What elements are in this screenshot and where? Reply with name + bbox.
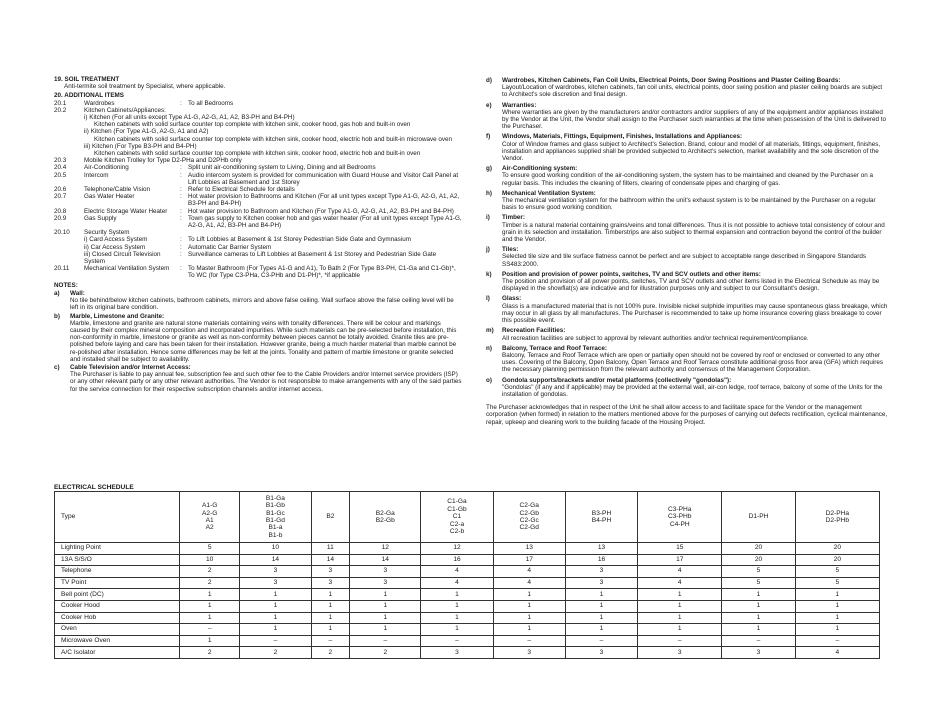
note-item [54, 313, 462, 363]
table-cell: – [240, 635, 311, 647]
note-letter: c) [54, 363, 60, 371]
item-value: To all Bedrooms [188, 99, 234, 107]
item-number [54, 244, 84, 251]
note-title: Timber: [502, 214, 525, 222]
note-body: The position and provision of all power points, switches, TV and SCV outlets and other items listed in the Electrical Schedule as may be displayed in the showflat(s) are indicative and for illustration purposes only and subject to our Consultant's design. [502, 278, 880, 293]
note-title: Glass: [502, 295, 522, 303]
note-title: Air-Conditioning system: [502, 165, 578, 173]
kitchen-item-body: Kitchen cabinets with solid surface counter top complete with kitchen sink, cooker hood, gas hob and built-in oven [94, 121, 411, 129]
item-row [54, 164, 462, 171]
note-body: Selected tile size and tile surface flatness cannot be perfect and are subject to acceptable range described in Singapore Standards SS483:2000. [502, 253, 867, 268]
table-cell: 1 [565, 600, 637, 612]
note-title: Marble, Limestone and Granite: [70, 312, 165, 320]
type-header: Type [55, 492, 180, 543]
item-colon: : [180, 214, 182, 222]
item-row [54, 215, 462, 229]
table-cell: 3 [638, 647, 722, 659]
item-label: Wardrobes [84, 99, 115, 107]
item-colon: : [180, 193, 182, 201]
note-item [486, 271, 888, 293]
note-item [486, 377, 888, 399]
table-cell: 13 [565, 543, 637, 555]
notes-title: NOTES: [54, 281, 78, 289]
table-cell: 1 [722, 600, 795, 612]
table-cell: 14 [240, 554, 311, 566]
table-cell: 17 [493, 554, 565, 566]
table-cell: 1 [795, 600, 879, 612]
table-cell: 5 [795, 577, 879, 589]
row-label: Bell point (DC) [55, 589, 180, 601]
table-cell: – [350, 635, 421, 647]
item-row [54, 186, 462, 193]
note-title: Windows, Materials, Fittings, Equipment, Finishes, Installations and Appliances: [502, 133, 743, 141]
item-colon: : [180, 250, 182, 258]
table-cell: 1 [565, 612, 637, 624]
note-title: Gondola supports/brackets and/or metal platforms (collectively "gondolas"): [502, 376, 732, 384]
note-heading [486, 77, 888, 84]
note-body: Layout/Location of wardrobes, kitchen cabinets, fan coil units, electrical points, door swing position and plaster ceiling boards are subject to Architect's sole discretion and final design. [502, 84, 883, 99]
note-item [486, 214, 888, 243]
note-body: To ensure good working condition of the air-conditioning system, the system has to be maintained and cleaned by the Purchaser on a regular basis. This includes the cleaning of filters, clearing of condensate pipes and charging of gas. [502, 172, 874, 187]
table-cell: 1 [795, 624, 879, 636]
note-item [486, 327, 888, 341]
table-row [55, 566, 880, 578]
table-body [55, 543, 880, 659]
type-column-header: D2-PHa D2-PHb [795, 492, 879, 543]
note-item [486, 345, 888, 374]
item-label: iii) Closed Circuit Television System [84, 250, 161, 266]
table-cell: – [493, 635, 565, 647]
note-body: Timber is a natural material containing grains/veins and tonal differences. Thus it is not possible to achieve total consistency of colour and grain in its selection and installation. Timberstrips are also subject to thermal expansion and contraction beyond the control of the builder and the Vendor. [502, 221, 885, 244]
table-cell: 1 [180, 612, 240, 624]
table-row [55, 635, 880, 647]
kitchen-item-head: i) Kitchen (For all units except Type A1-G, A2-G, A1, A2, B3-PH and B4-PH) [84, 114, 295, 122]
item-row [54, 107, 462, 114]
item-number: 20.1 [54, 99, 67, 107]
table-cell: 4 [795, 647, 879, 659]
note-letter: f) [486, 133, 491, 141]
table-cell: 3 [350, 566, 421, 578]
table-cell: 16 [421, 554, 493, 566]
row-label: Oven [55, 624, 180, 636]
item-label: Telephone/Cable Vision [84, 186, 151, 194]
row-label: TV Point [55, 577, 180, 589]
table-cell: 3 [722, 647, 795, 659]
note-heading [486, 327, 888, 334]
note-body: Marble, limestone and granite are natural stone materials containing veins with tonality differences. There will be colour and markings caused by their complex mineral composition and incorporated impurities. While such materials can be pre-selected before installation, this non-conformity in marble, limestone or granite as well as non-conformity between pieces cannot be totally avoided. Granite tiles are pre-polished before laying and care has been taken for their installation. However granite, being a much harder material than marble cannot be re-polished after installation. Hence some differences may be felt at the joints. Tonality and pattern of marble limestone or granite selected and installed shall be subject to availability. [70, 319, 457, 363]
note-heading [486, 295, 888, 302]
table-cell: 1 [240, 589, 311, 601]
note-heading [486, 246, 888, 253]
table-cell: 1 [180, 635, 240, 647]
item-label: i) Card Access System [84, 236, 148, 244]
table-cell: 2 [180, 577, 240, 589]
table-row [55, 600, 880, 612]
item-row [54, 172, 462, 186]
closing-paragraph: The Purchaser acknowledges that in respect of the Unit he shall allow access to and facilitate space for the Vendor or the management corporation (when formed) in relation to the matters mentioned above for the purposes of carrying out defects rectification, cyclical maintenance, repair, upkeep and cleaning work to the building facade of the Housing Project. [486, 404, 888, 426]
table-cell: – [638, 635, 722, 647]
note-letter: m) [486, 327, 494, 335]
table-row [55, 612, 880, 624]
kitchen-item [54, 114, 462, 128]
table-cell: 20 [795, 554, 879, 566]
table-cell: 1 [311, 600, 350, 612]
table-cell: 1 [638, 589, 722, 601]
table-cell: 14 [311, 554, 350, 566]
type-column-header: C3-PHa C3-PHb C4-PH [638, 492, 722, 543]
item-row [54, 265, 462, 279]
row-label: Microwave Oven [55, 635, 180, 647]
notes-right [486, 77, 888, 398]
table-cell: 1 [311, 624, 350, 636]
note-heading [486, 165, 888, 172]
row-label: Lighting Point [55, 543, 180, 555]
table-cell: 1 [565, 624, 637, 636]
table-cell: 4 [493, 566, 565, 578]
table-row [55, 589, 880, 601]
item-label: Intercom [84, 171, 109, 179]
table-cell: 1 [795, 612, 879, 624]
item-colon: : [180, 164, 182, 172]
item-colon: : [180, 186, 182, 194]
item-label: Air-Conditioning [84, 164, 129, 172]
item-number: 20.2 [54, 106, 67, 114]
note-item [486, 165, 888, 187]
note-letter: j) [486, 246, 490, 254]
item-row [54, 251, 462, 265]
item-colon: : [180, 236, 182, 244]
table-cell: 1 [722, 624, 795, 636]
table-cell: 1 [722, 589, 795, 601]
type-column-header: B2-Ga B2-Gb [350, 492, 421, 543]
item-colon: : [180, 243, 182, 251]
note-letter: o) [486, 376, 492, 384]
note-title: Wardrobes, Kitchen Cabinets, Fan Coil Units, Electrical Points, Door Swing Positions and Plaster Ceiling Boards: [502, 77, 841, 84]
note-heading [486, 214, 888, 221]
table-cell: 1 [795, 589, 879, 601]
table-cell: 3 [350, 577, 421, 589]
table-cell: 1 [311, 589, 350, 601]
note-heading [486, 102, 888, 109]
table-cell: 1 [421, 600, 493, 612]
note-letter: h) [486, 189, 492, 197]
note-item [486, 246, 888, 268]
electrical-schedule-title: ELECTRICAL SCHEDULE [54, 484, 134, 491]
note-title: Balcony, Terrace and Roof Terrace: [502, 344, 607, 352]
table-cell: 1 [180, 589, 240, 601]
item-colon: : [180, 207, 182, 215]
table-cell: 1 [240, 624, 311, 636]
type-column-header: B3-PH B4-PH [565, 492, 637, 543]
table-cell: 1 [350, 600, 421, 612]
item-value: Audio intercom system is provided for communication with Guard House and Visitor Call Panel at Lift Lobbies at Basement and 1st Storey [188, 171, 459, 186]
row-label: A/C Isolator [55, 647, 180, 659]
table-cell: 1 [493, 612, 565, 624]
table-cell: 1 [493, 600, 565, 612]
table-cell: 5 [722, 577, 795, 589]
note-item [486, 190, 888, 212]
item-number: 20.3 [54, 157, 67, 165]
kitchen-list [54, 114, 462, 157]
item-number: 20.11 [54, 265, 70, 273]
note-body: The mechanical ventilation system for the bathroom within the unit's exhaust system is to be maintained by the Purchaser on a regular basis to ensure good working condition. [502, 197, 876, 212]
item-number: 20.10 [54, 229, 70, 237]
item-label: Security System [84, 229, 130, 237]
table-cell: – [565, 635, 637, 647]
note-title: Tiles: [502, 246, 519, 254]
note-heading [486, 133, 888, 140]
item-colon: : [180, 265, 182, 273]
soil-treatment-title: 19. SOIL TREATMENT [54, 76, 120, 83]
note-heading [486, 345, 888, 352]
item-number: 20.9 [54, 214, 67, 222]
table-cell: – [795, 635, 879, 647]
note-title: Recreation Facilities: [502, 327, 566, 335]
notes-left [54, 290, 462, 393]
table-cell: 3 [421, 647, 493, 659]
right-column [486, 76, 888, 426]
table-cell: 1 [311, 612, 350, 624]
note-body: Color of Window frames and glass subject to Architect's Selection. Brand, colour and model of all materials, fittings, equipment, finishes, installation and appliances supplied shall be provided subjected to Architect's selection, market availability and the sole discretion of the Vendor. [502, 140, 881, 163]
table-cell: 3 [240, 577, 311, 589]
note-letter: n) [486, 344, 492, 352]
note-letter: d) [486, 77, 492, 84]
item-row [54, 157, 462, 164]
item-number: 20.4 [54, 164, 67, 172]
item-value: Refer to Electrical Schedule for details [188, 186, 295, 194]
note-body: "Gondolas" (if any and if applicable) may be provided at the external wall, air-con ledge, roof terrace, balcony of some of the Units for the installation of gondolas. [502, 383, 883, 398]
kitchen-item-body: Kitchen cabinets with solid surface counter top complete with kitchen sink, cooker hood, electric hob and built-in microwave oven [94, 135, 453, 143]
row-label: 13A S/S/O [55, 554, 180, 566]
kitchen-item [54, 128, 462, 142]
soil-treatment-body: Anti-termite soil treatment by Specialist, where applicable. [64, 83, 226, 91]
table-cell: 3 [311, 566, 350, 578]
item-colon: : [180, 171, 182, 179]
note-letter: g) [486, 165, 492, 173]
table-cell: 3 [493, 647, 565, 659]
table-cell: 4 [638, 566, 722, 578]
type-column-header: C2-Ga C2-Gb C2-Gc C2-Gd [493, 492, 565, 543]
table-cell: 16 [565, 554, 637, 566]
note-item [486, 102, 888, 131]
left-column [54, 76, 462, 393]
table-row [55, 647, 880, 659]
item-number [54, 251, 84, 265]
table-cell: 1 [565, 589, 637, 601]
item-number [54, 236, 84, 243]
table-header-row [55, 492, 880, 543]
table-cell: 11 [311, 543, 350, 555]
row-label: Cooker Hob [55, 612, 180, 624]
note-body: The Purchaser is liable to pay annual fee, subscription fee and such other fee to the Cable Providers and/or Internet service providers (ISP) or any other relevant party or any other relevant authorities. The Vendor is not responsible to make arrangements with any of the said parties for the service connection for their respective subscription channels and/or internet access. [70, 371, 462, 393]
table-cell: 14 [350, 554, 421, 566]
item-value: Split unit air-conditioning system to Living, Dining and all Bedrooms [188, 164, 376, 172]
item-row [54, 236, 462, 243]
table-cell: 20 [795, 543, 879, 555]
note-item [54, 290, 462, 312]
type-column-header: B2 [311, 492, 350, 543]
item-number: 20.7 [54, 193, 67, 201]
kitchen-item [54, 143, 462, 157]
table-cell: 1 [638, 612, 722, 624]
item-row [54, 100, 462, 107]
note-title: Wall: [70, 289, 85, 297]
table-cell: 4 [638, 577, 722, 589]
item-value: Automatic Car Barrier System [188, 243, 272, 251]
table-cell: 17 [638, 554, 722, 566]
table-cell: 20 [722, 554, 795, 566]
note-body: Balcony, Terrace and Roof Terrace which are open or partially open should not be covered by roof or enclosed or converted to any other uses. Covering of the Balcony, Open Balcony, Open Terrace and Roof Terrace constitute additional gross floor area (GFA) which requires the necessary planning permission from the relevant authority and consensus of the Management Corporation. [502, 351, 884, 374]
note-heading [54, 364, 462, 371]
table-cell: 4 [421, 566, 493, 578]
item-number: 20.8 [54, 207, 67, 215]
note-body: All recreation facilities are subject to approval by relevant authorities and/or technical requirement/compliance. [502, 334, 809, 342]
table-cell: 10 [240, 543, 311, 555]
item-value: To Master Bathroom (For Types A1-G and A1), To Bath 2 (For Type B3-PH, C1-Ga and C1-Gb)*, To WC (for Type C3-PHa, C3-PHb and D1-PH)*, *if applicable [188, 265, 456, 280]
table-cell: 2 [180, 566, 240, 578]
electrical-schedule-table [54, 491, 880, 659]
table-cell: 3 [240, 566, 311, 578]
note-item [486, 77, 888, 99]
table-cell: 1 [421, 624, 493, 636]
table-row [55, 543, 880, 555]
table-cell: 2 [350, 647, 421, 659]
table-cell: 13 [493, 543, 565, 555]
table-row [55, 577, 880, 589]
item-value: To Lift Lobbies at Basement & 1st Storey Pedestrian Side Gate and Gymnasium [188, 236, 411, 244]
note-heading [54, 313, 462, 320]
item-label: Gas Water Heater [84, 193, 135, 201]
table-cell: 4 [493, 577, 565, 589]
item-row [54, 208, 462, 215]
table-cell: 1 [493, 624, 565, 636]
item-label: Kitchen Cabinets/Appliances: [84, 106, 166, 114]
note-letter: l) [486, 295, 490, 303]
table-cell: 2 [180, 647, 240, 659]
item-value: Hot water provision to Bathrooms and Kitchen (For all unit types except Type A1-G, A2-G, A1, A2, B3-PH and B4-PH) [188, 193, 460, 208]
note-body: Where warranties are given by the manufacturers and/or contractors and/or suppliers of any of the equipment and/or appliances installed by the Vendor at the Unit, the Vendor shall assign to the Purchaser such warranties at the time when possession of the Unit is delivered to the Purchaser. [502, 108, 886, 131]
table-cell: 1 [350, 624, 421, 636]
item-value: Surveillance cameras to Lift Lobbies at Basement & 1st Storey and Pedestrian Side Gate [188, 250, 437, 258]
note-title: Position and provision of power points, switches, TV and SCV outlets and other items: [502, 270, 761, 278]
note-title: Warranties: [502, 101, 537, 109]
table-cell: 3 [565, 647, 637, 659]
item-number: 20.6 [54, 186, 67, 194]
item-label: Mechanical Ventilation System [84, 265, 170, 273]
note-letter: i) [486, 214, 490, 222]
kitchen-item-body: Kitchen cabinets with solid surface counter top complete with kitchen sink, cooker hood, electric hob and built-in oven [94, 150, 421, 158]
row-label: Cooker Hood [55, 600, 180, 612]
item-label: Electric Storage Water Heater [84, 207, 168, 215]
table-cell: 1 [421, 612, 493, 624]
table-cell: – [311, 635, 350, 647]
item-row [54, 244, 462, 251]
note-title: Mechanical Ventilation System: [502, 189, 596, 197]
table-cell: – [722, 635, 795, 647]
item-label: Mobile Kitchen Trolley for Type D2-PHa and D2PHb only [84, 157, 242, 165]
row-label: Telephone [55, 566, 180, 578]
type-column-header: B1-Ga B1-Gb B1-Gc B1-Gd B1-a B1-b [240, 492, 311, 543]
note-body: No tile behind/below kitchen cabinets, bathroom cabinets, mirrors and above false ceiling. Wall surface above the false ceiling level will be left in its original bare condition. [70, 297, 454, 312]
additional-items-list [54, 157, 462, 279]
table-cell: 12 [421, 543, 493, 555]
item-row [54, 193, 462, 207]
table-cell: 10 [180, 554, 240, 566]
table-cell: 5 [795, 566, 879, 578]
item-label: ii) Car Access System [84, 243, 146, 251]
note-letter: k) [486, 270, 492, 278]
table-cell: 3 [565, 566, 637, 578]
type-column-header: A1-G A2-G A1 A2 [180, 492, 240, 543]
item-value: Hot water provision to Bathroom and Kitchen (For Type A1-G, A2-G, A1, A2, B3-PH and B4-PH) [188, 207, 454, 215]
note-heading [486, 190, 888, 197]
table-cell: 5 [722, 566, 795, 578]
note-heading [54, 290, 462, 297]
type-column-header: C1-Ga C1-Gb C1 C2-a C2-b [421, 492, 493, 543]
table-cell: 1 [722, 612, 795, 624]
table-row [55, 554, 880, 566]
note-item [486, 133, 888, 162]
item-row [54, 229, 462, 236]
table-cell: 3 [565, 577, 637, 589]
note-item [54, 364, 462, 393]
table-cell: 15 [638, 543, 722, 555]
note-item [486, 295, 888, 324]
table-cell: 5 [180, 543, 240, 555]
table-cell: 1 [240, 612, 311, 624]
table-cell: 2 [240, 647, 311, 659]
note-letter: a) [54, 289, 60, 297]
type-column-header: D1-PH [722, 492, 795, 543]
note-letter: b) [54, 312, 60, 320]
table-cell: 1 [421, 589, 493, 601]
table-cell: 4 [421, 577, 493, 589]
item-label: Gas Supply [84, 214, 117, 222]
table-cell: 12 [350, 543, 421, 555]
table-cell: 1 [350, 612, 421, 624]
item-number: 20.5 [54, 171, 67, 179]
table-cell: – [180, 624, 240, 636]
table-cell: 1 [638, 624, 722, 636]
note-title: Cable Television and/or Internet Access: [70, 363, 191, 371]
note-body: Glass is a manufactured material that is not 100% pure. Invisible nickel sulphide impurities may cause spontaneous glass breakage, which may occur in all glass by all manufactures. The Purchaser is recommended to take up home insurance covering glass breakage to cover this possible event. [502, 302, 888, 325]
kitchen-item-head: ii) Kitchen (For Type A1-G, A2-G, A1 and A2) [84, 128, 209, 136]
kitchen-item-head: iii) Kitchen (For Type B3-PH and B4-PH) [84, 142, 197, 150]
table-cell: 1 [638, 600, 722, 612]
item-colon: : [180, 99, 182, 107]
table-cell: 1 [180, 600, 240, 612]
note-heading [486, 271, 888, 278]
additional-items-title: 20. ADDITIONAL ITEMS [54, 92, 124, 100]
item-value: Town gas supply to Kitchen cooker hob and gas water heater (For all unit types except Type A1-G, A2-G, A1, A2, B3-PH and B4-PH) [188, 214, 462, 230]
table-cell: 1 [240, 600, 311, 612]
table-cell: 3 [311, 577, 350, 589]
note-letter: e) [486, 101, 492, 109]
table-cell: 1 [493, 589, 565, 601]
table-cell: 20 [722, 543, 795, 555]
table-cell: 2 [311, 647, 350, 659]
table-cell: 1 [350, 589, 421, 601]
table-row [55, 624, 880, 636]
table-cell: – [421, 635, 493, 647]
note-heading [486, 377, 888, 384]
